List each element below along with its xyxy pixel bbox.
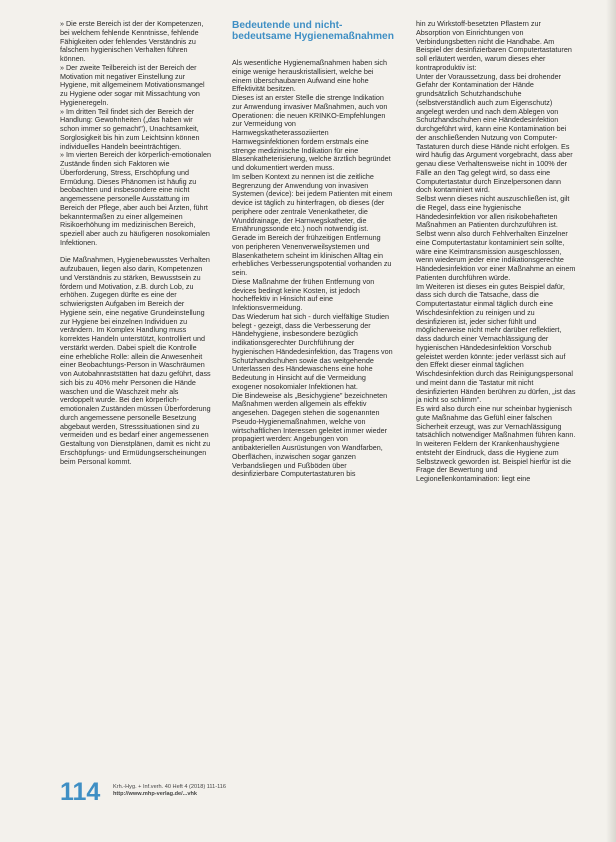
paragraph: Das Wiederum hat sich - durch vielfältige Studien belegt - gezeigt, dass die Verbesserung der Händehygiene, insbesondere bezüglich indikationsgerechter Durchführung der hygienischen Händedesinfektion, das Tragens von Schutzhandschuhen sowie das weitgehende Unterlassen des Händewaschens eine hohe Bedeutung in Hinsicht auf die Vermeidung exogener nosokomialer Infektionen hat.: [232, 311, 393, 391]
paragraph: » Der zweite Teilbereich ist der Bereich der Motivation mit negativer Einstellung zur Hygiene, mit allgemeinem Motivationsmangel zu Hygiene oder sogar mit Missachtung von Hygieneregeln.: [60, 62, 205, 107]
page-number: 114: [60, 778, 101, 806]
paragraph: Diese Maßnahme der frühen Entfernung von devices bedingt keine Kosten, ist jedoch hocheffektiv in Hinsicht auf eine Infektionsvermeidung.: [232, 276, 375, 312]
paragraph: Es wird also durch eine nur scheinbar hygienisch gute Maßnahme das Gefühl einer falschen Sicherheit erzeugt, was zur Vernachlässigung tatsächlich notwendiger Maßnahmen führen kann.: [416, 404, 576, 440]
section-body: [232, 59, 394, 479]
paragraph: Im Weiteren ist dieses ein gutes Beispiel dafür, dass sich durch die Tatsache, dass die Computertastatur einmal täglich durch eine Wischdesinfektion zu reinigen und zu desinfizieren ist, jeder sicher fühlt und möglicherweise nicht mehr darüber reflektiert, dass dadurch einer Vernachlässigung der hygienischen Händedesinfektion Vorschub geleistet werden könnte: jeder verlässt sich auf den Effekt dieser einmal täglichen Wischdesinfektion durch das Reinigungspersonal und meint dann die Tastatur mit nicht desinfizierten Händen berühren zu dürfen, „ist das ja nicht so schlimm".: [416, 281, 576, 405]
paragraph: » Im vierten Bereich der körperlich-emotionalen Zustände finden sich Faktoren wie Überforderung, Stress, Erschöpfung und Ermüdung. Dieses Phänomen ist häufig zu beobachten und insbesondere eine nicht angemessene personelle Ausstattung im Bereich der Pflege, aber auch bei Ärzten, führt bekanntermaßen zu einer allgemeinen Risikoerhöhung im medizinischen Bereich, speziell aber auch zu häufigeren nosokomialen Infektionen.: [60, 150, 212, 247]
journal-reference: Krh.-Hyg. + Inf.verh. 40 Heft 4 (2018) 111-116: [113, 784, 227, 790]
page-footer: [60, 778, 390, 808]
section-heading: Bedeutende und nicht-bedeutsame Hygienemaßnahmen: [232, 20, 394, 42]
paragraph: In weiteren Feldern der Krankenhaushygiene entsteht der Eindruck, dass die Hygiene zum Selbstzweck geworden ist. Beispiel hierfür ist die Frage der Bewertung und Legionellenkontamination: liegt eine: [416, 439, 572, 483]
paragraph: Dieses ist an erster Stelle die strenge Indikation zur Anwendung invasiver Maßnahmen, auch von Operationen: die neuen KRINKO-Empfehlungen zur Vermeidung von Harnwegskatheterassoziierten Harnwegsinfektionen fordern erstmals eine strenge medizinische Indikation für eine Blasenkatheterisierung, welche ärztlich begründet und dokumentiert werden muss.: [232, 93, 391, 172]
text-column-middle: [232, 20, 394, 479]
paragraph: Unter der Voraussetzung, dass bei drohender Gefahr der Kontamination der Hände grundsätzlich Schutzhandschuhe (selbstverständlich auch zum Eigenschutz) angelegt werden und nach dem Ablegen von Schutzhandschuhen eine Händedesinfektion durchgeführt wird, kann eine Kontamination bei der anschließenden Nutzung von Computer-Tastaturen durch diese Hände nicht erfolgen. Es wird häufig das Argument vorgebracht, dass aber genau diese Verhaltensweise nicht in 100% der Fälle an den Tag gelegt wird, so dass eine Computertastatur durch Einzelpersonen dann doch kontaminiert wird.: [416, 71, 573, 195]
paragraph: Die Bindeweise als „Besichygiene" bezeichneten Maßnahmen werden allgemein als effektiv angesehen. Dagegen stehen die sogenannten Pseudo-Hygienemaßnahmen, welche von wirtschaftlichen Interessen geleitet immer wieder propagiert werden: Angebungen von antibakteriellen Ausrüstungen von Wandfarben, Oberflächen, inzwischen sogar ganzen Verbandsliegen und Fußböden über desinfizierbare Computertastaturen bis: [232, 390, 388, 479]
paragraph: Die Maßnahmen, Hygienebewusstes Verhalten aufzubauen, liegen also darin, Kompetenzen und Verständnis zu stärken, Bewusstsein zu fördern und Motivation, z.B. durch Lob, zu erhöhen. Zugegen dürfte es eine der schwierigsten Aufgaben im Bereich der Hygiene sein, eine negative Grundeinstellung zur Hygiene bei einzelnen Individuen zu verändern. Im Komplex Handlung muss korrektes Handeln unterstützt, kontrolliert und verstärkt werden. Dabei spielt die Kontrolle eine erhebliche Rolle: allein die Anwesenheit einer Beobachtungs-Person in Waschräumen von Autobahnraststätten hat dazu geführt, dass sich bis zu 40% mehr Personen die Hände waschen und die Waschzeit mehr als verdoppelt wurde. Bei den körperlich-emotionalen Zuständen müssen Überforderung durch angemessene personelle Besetzung abgebaut werden, Stresssituationen sind zu vermeiden und es bedarf einer angemessenen Gestaltung von Dienstplänen, damit es nicht zu Erschöpfungs- und Ermüdungserscheinungen beim Personal kommt.: [60, 255, 211, 466]
journal-url: http://www.mhp-verlag.de/...vhk: [113, 791, 198, 797]
paragraph: » Die erste Bereich ist der der Kompetenzen, bei welchem fehlende Kenntnisse, fehlende Fähigkeiten oder fehlendes Verständnis zu falschem hygienischen Verhalten führen können.: [60, 19, 204, 63]
text-column-left: [60, 20, 212, 466]
journal-citation: [113, 784, 226, 798]
text-column-right: [416, 20, 576, 484]
paragraph: Als wesentliche Hygienemaßnahmen haben sich einige wenige herauskristallisiert, welche bei einem überschaubaren Aufwand eine hohe Effektivität besitzen.: [232, 58, 388, 94]
paragraph: » Im dritten Teil findet sich der Bereich der Handlung: Gewohnheiten („das haben wir schon immer so gemacht"), Unachtsamkeit, Sorglosigkeit bis hin zum Leichtsinn können individuelles Handeln beeinträchtigen.: [60, 106, 200, 151]
page-edge-shadow: [606, 0, 616, 842]
paragraph: Selbst wenn dieses nicht auszuschließen ist, gilt die Regel, dass eine hygienische Händedesinfektion vor allen risikobehafteten Maßnahmen an Patienten durchzuführen ist. Selbst wenn also durch Fehlverhalten Einzelner eine Computertastatur kontaminiert sein sollte, wäre eine Keimtransmission ausgeschlossen, wenn wiederum jeder eine indikationsgerechte Händedesinfektion vor einer Maßnahme an einem Patienten durchführen würde.: [416, 194, 576, 282]
paragraph: Im selben Kontext zu nennen ist die zeitliche Begrenzung der Anwendung von invasiven Systemen (device): bei jedem Patienten mit einem device ist täglich zu hinterfragen, ob dieses (der periphere oder zentrale Venenkatheter, die Wunddrainage, der Harnwegskatheter, die Ernährungssonde etc.) noch notwendig ist. Gerade im Bereich der frühzeitigen Entfernung von peripheren Venenverweilsystemen und Blasenkathetern scheint im klinischen Alltag ein erhebliches Verbesserungspotential vorhanden zu sein.: [232, 171, 393, 277]
paragraph: hin zu Wirkstoff-besetzten Pflastern zur Absorption von Einrichtungen von Verbindungsbetten nicht die Handhabe. Am Beispiel der desinfizierbaren Computertastaturen soll erläutert werden, warum dieses eher kontraproduktiv ist:: [416, 19, 572, 72]
